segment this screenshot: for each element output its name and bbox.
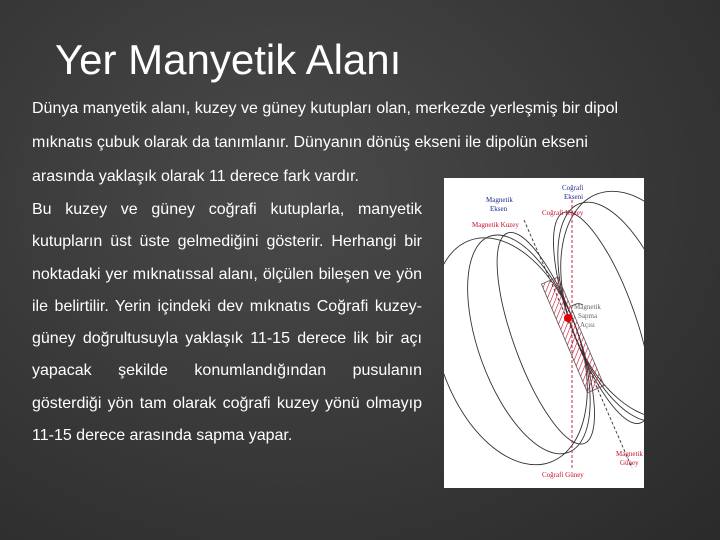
slide-title: Yer Manyetik Alanı (55, 36, 402, 83)
body-line: Herhangi bir noktadaki yer mıknatıssal alanı, (32, 233, 422, 283)
label-geo-axis: Ekseni (564, 193, 584, 201)
body-paragraph (32, 194, 422, 452)
body-line: Bu kuzey ve güney coğrafi kutuplarla, manyetik (32, 201, 422, 218)
body-line: kutupların üst üste gelmediğini gösterir. (32, 233, 324, 251)
label-geographic-south: Coğrafi Güney (542, 471, 584, 479)
label-magnetic-south: Güney (620, 459, 639, 467)
label-magnetic-axis: Magnetik (486, 196, 513, 204)
label-declination: Açısı (580, 321, 595, 329)
bar-magnet (541, 277, 604, 393)
body-line: olmayıp 11-15 derece arasında sapma yapar. (32, 394, 422, 445)
label-magnetic-axis: Eksen (490, 205, 508, 213)
north-pole-marker (564, 314, 572, 322)
body-line: içindeki dev mıknatıs Coğrafi kuzey-güney (32, 297, 422, 348)
diagram-svg (444, 178, 644, 488)
intro-line: arasında yaklaşık olarak 11 derece fark vardır. (32, 168, 359, 185)
body-line: ölçülen bileşen ve yön ile belirtilir. Yerin (32, 265, 423, 315)
label-magnetic-north: Magnetik Kuzey (472, 221, 519, 229)
intro-line: Dünya manyetik alanı, kuzey ve güney kutupları olan, merkezde yerleşmiş bir dipol (32, 100, 619, 117)
label-declination: Sapma (578, 312, 598, 320)
label-declination: Magnetik (574, 303, 601, 311)
body-line: gösterdiği yön tam olarak coğrafi kuzey yönü (32, 394, 360, 412)
label-geo-axis: Coğrafi (562, 184, 584, 192)
body-line: yapacak şekilde konumlandığından pusulanın (32, 362, 422, 380)
body-line: doğrultusuyla yaklaşık 11-15 derece lik bir açı (82, 330, 423, 348)
magnetic-field-diagram (444, 178, 644, 488)
label-magnetic-south: Magnetik (616, 450, 643, 458)
intro-line: mıknatıs çubuk olarak da tanımlanır. Dünyanın dönüş ekseni ile dipolün ekseni (32, 134, 588, 151)
label-geographic-north: Coğrafi Kuzey (542, 209, 584, 217)
